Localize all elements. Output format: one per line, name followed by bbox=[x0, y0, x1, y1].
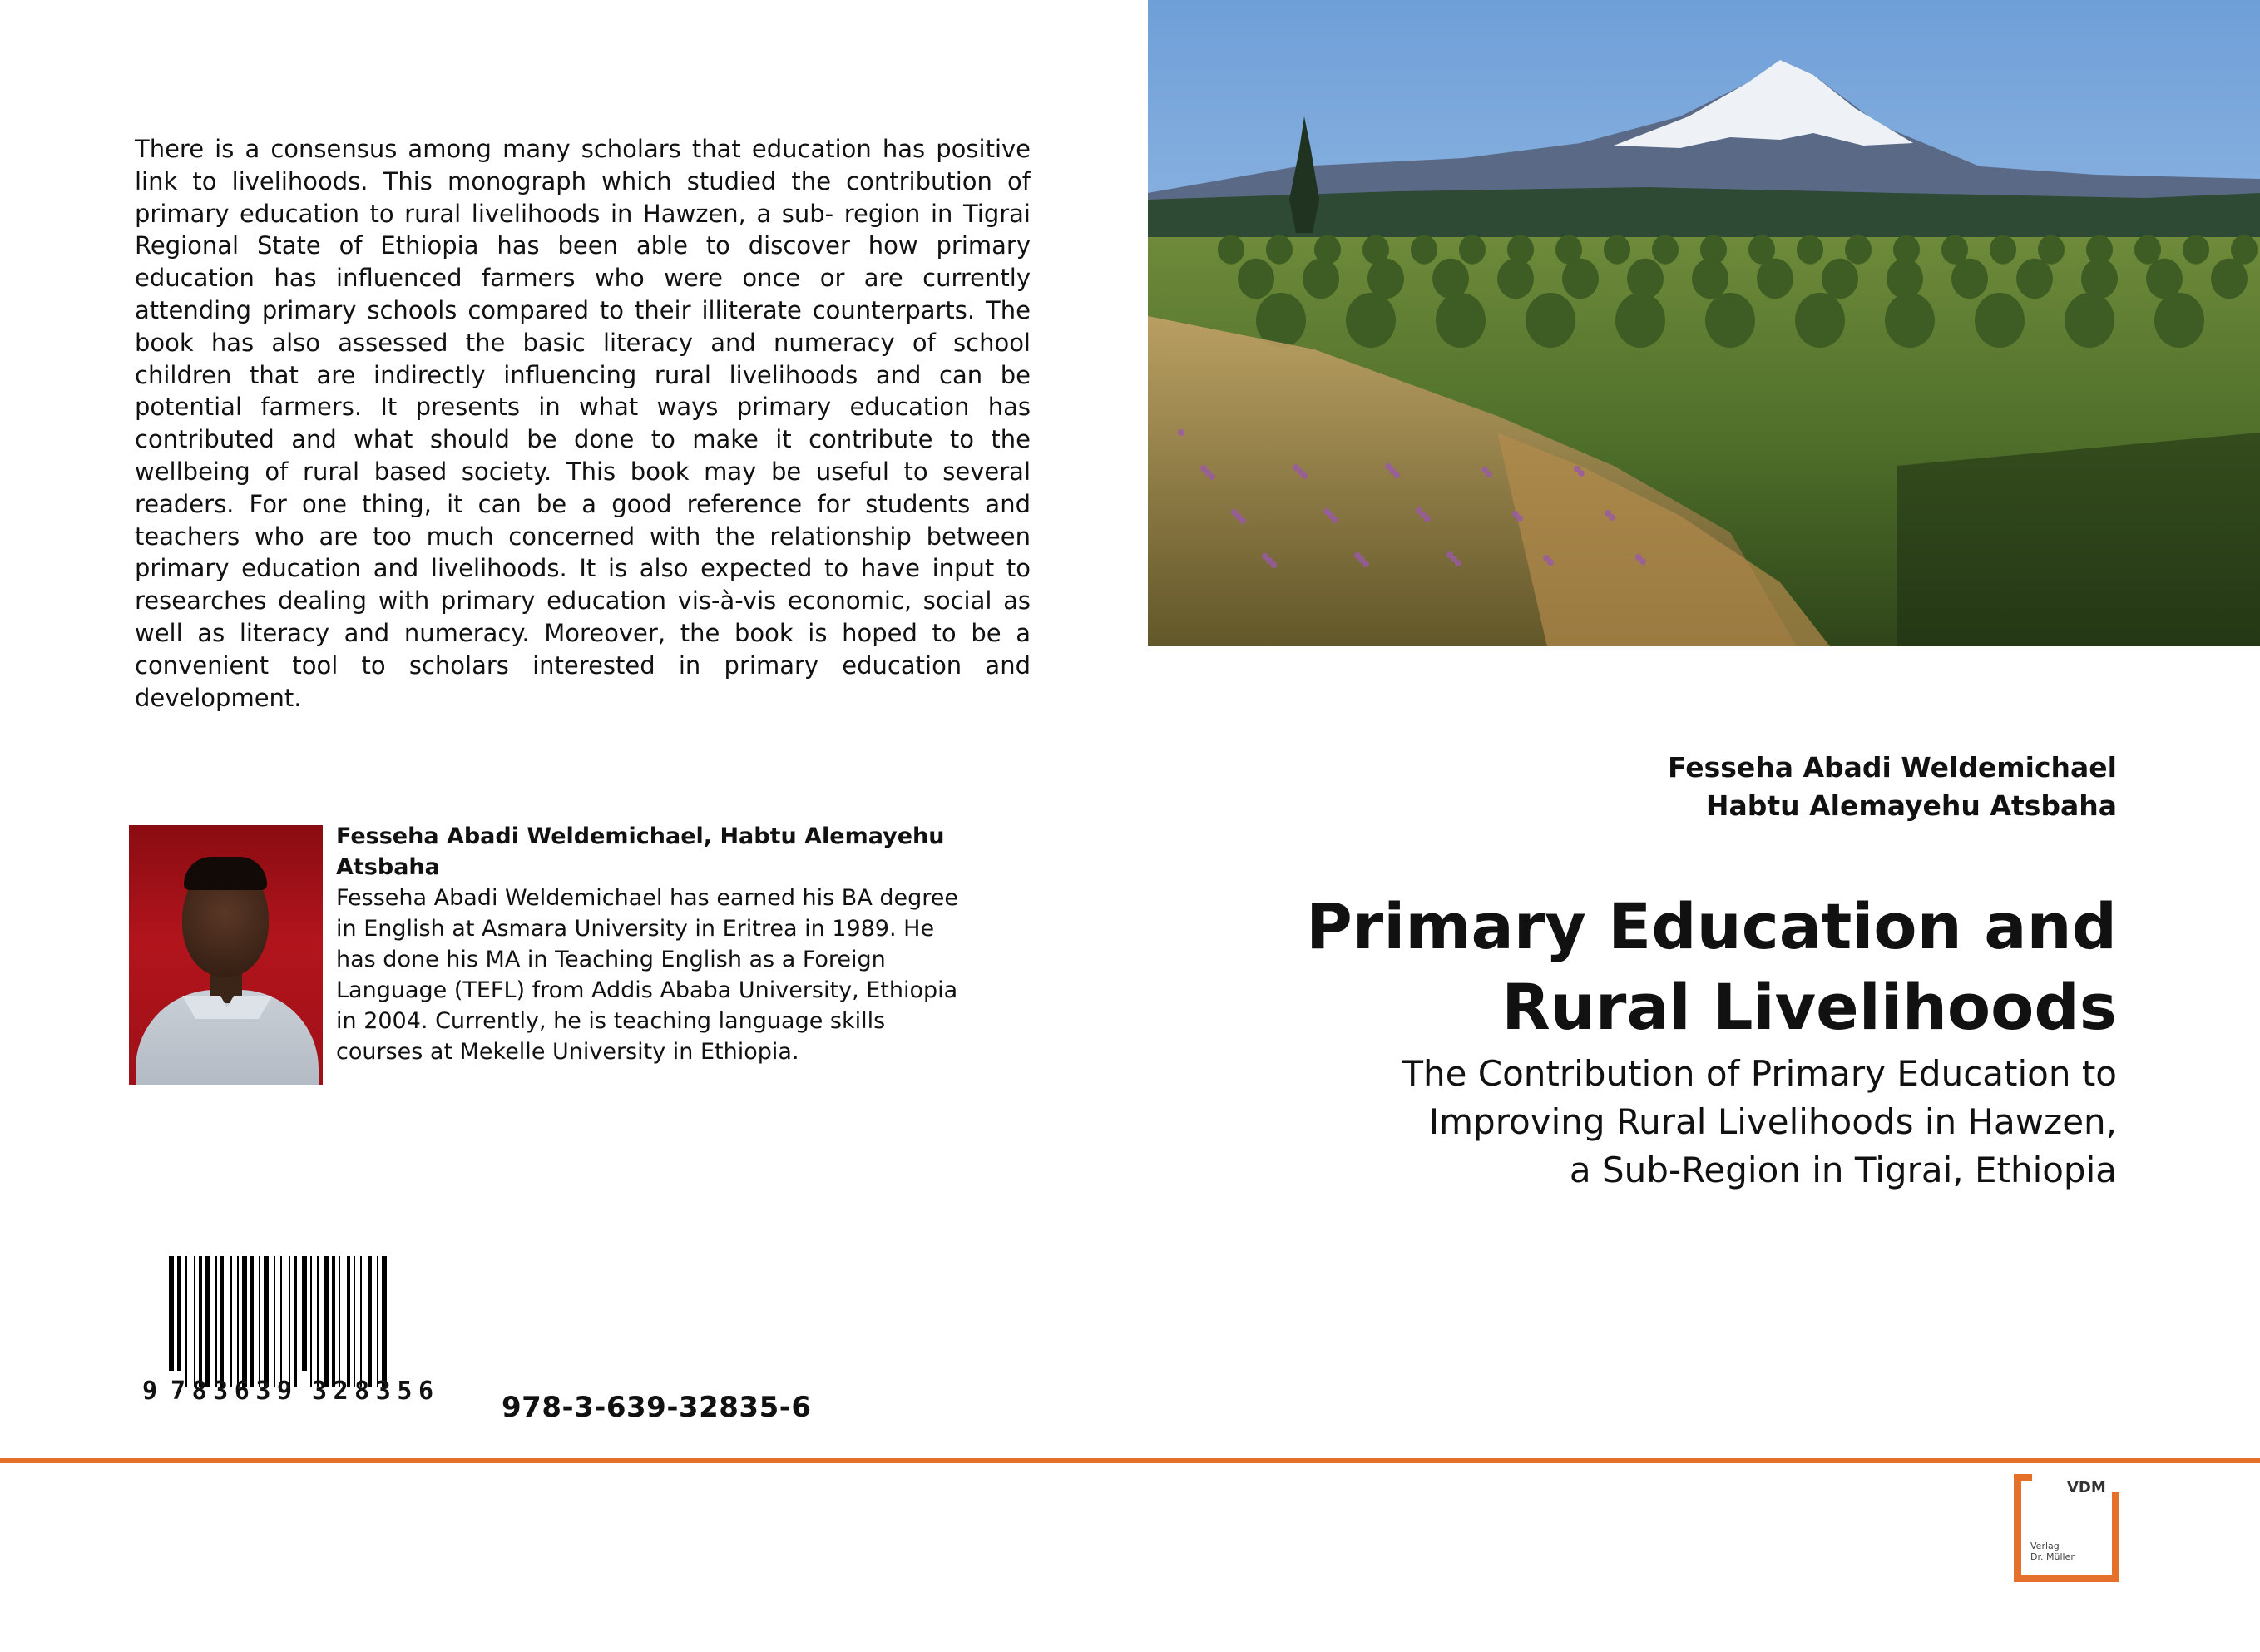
author-name-1: Fesseha Abadi Weldemichael bbox=[1668, 751, 2117, 784]
author-photo bbox=[129, 825, 323, 1085]
subtitle-line-1: The Contribution of Primary Education to bbox=[1402, 1053, 2117, 1094]
front-authors bbox=[1668, 749, 2117, 825]
author-bio bbox=[336, 821, 968, 1067]
title-line-2: Rural Livelihoods bbox=[1501, 970, 2117, 1044]
orange-divider bbox=[0, 1458, 2260, 1463]
publisher-line-1: Verlag bbox=[2030, 1541, 2060, 1551]
book-title bbox=[1202, 886, 2117, 1047]
subtitle-line-3: a Sub-Region in Tigrai, Ethiopia bbox=[1569, 1150, 2117, 1190]
publisher-line-2: Dr. Müller bbox=[2030, 1551, 2075, 1562]
publisher-mark: VDM bbox=[2067, 1479, 2106, 1496]
title-line-1: Primary Education and bbox=[1306, 889, 2117, 963]
back-cover-blurb: There is a consensus among many scholars that education has positive link to livelihoods. This monograph which studied the contribution of primary education to rural livelihoods in Hawzen, a sub- region in Tigrai Regional State of Ethiopia has been able to discover how primary education has influenced farmers who were once or are currently attending primary schools compared to their illiterate counterparts. The book has also assessed the basic literacy and numeracy of school children that are indirectly influencing rural livelihoods and can be potential farmers. It presents in what ways primary education has contributed and what should be done to make it contribute to the wellbeing of rural based society. This book may be useful to several readers. For one thing, it can be a good reference for students and teachers who are too much concerned with the relationship between primary education and livelihoods. It is also expected to have input to researches dealing with primary education vis-à-vis economic, social as well as literacy and numeracy. Moreover, the book is hoped to be a convenient tool to scholars interested in primary education and development. bbox=[135, 135, 1031, 712]
author-name-2: Habtu Alemayehu Atsbaha bbox=[1705, 789, 2117, 822]
isbn-number: 978-3-639-32835-6 bbox=[502, 1391, 812, 1424]
bio-authors: Fesseha Abadi Weldemichael, Habtu Alemayehu Atsbaha bbox=[336, 824, 945, 880]
isbn-barcode bbox=[137, 1256, 478, 1404]
cover-photo bbox=[1148, 0, 2260, 646]
barcode-digit-lead: 9 bbox=[142, 1377, 158, 1404]
vdm-logo-icon bbox=[2014, 1474, 2119, 1582]
barcode-digit-group2: 328356 bbox=[312, 1377, 433, 1404]
bio-text: Fesseha Abadi Weldemichael has earned his BA degree in English at Asmara University in Eritrea in 1989. He has done his MA in Teaching English as a Foreign Language (TEFL) from Addis Ababa University, Ethiopia in 2004. Currently, he is teaching language skills courses at Mekelle University in Ethiopia. bbox=[336, 885, 958, 1065]
subtitle-line-2: Improving Rural Livelihoods in Hawzen, bbox=[1428, 1101, 2117, 1142]
book-subtitle bbox=[1285, 1050, 2117, 1194]
barcode-digit-group1: 783639 bbox=[171, 1377, 292, 1404]
